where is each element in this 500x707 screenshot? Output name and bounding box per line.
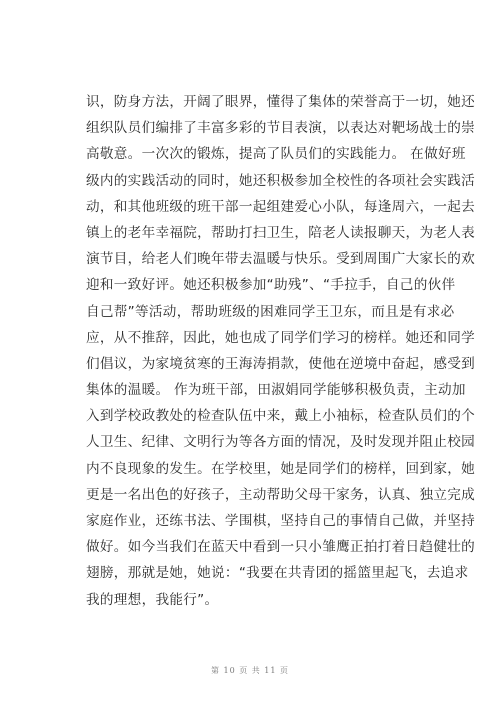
text-line: 动，和其他班级的班干部一起组建爱心小队，每逢周六，一起去 [86,198,476,215]
text-line: 镇上的老年幸福院，帮助打扫卫生，陪老人读报聊天，为老人表 [86,224,476,241]
text-line: 识，防身方法，开阔了眼界，懂得了集体的荣誉高于一切，她还 [86,94,476,110]
text-line: 们倡议，为家境贫寒的王海涛捐款，使他在逆境中奋起，感受到 [86,355,476,372]
text-line: 翅膀，那就是她，她说：“我要在共青团的摇篮里起飞，去追求 [86,565,469,582]
page-number-footer: 第 10 页 共 11 页 [210,666,290,675]
text-line: 入到学校政教处的检查队伍中来，戴上小袖标，检查队员们的个 [86,408,476,425]
text-line: 高敬意。一次次的锻炼，提高了队员们的实践能力。 在做好班 [86,146,466,163]
text-line: 组织队员们编排了丰富多彩的节目表演，以表达对靶场战士的崇 [86,120,476,137]
text-line: 应，从不推辞，因此，她也成了同学们学习的榜样。她还和同学 [86,329,476,346]
text-line: 级内的实践活动的同时，她还积极参加全校性的各项社会实践活 [86,172,476,189]
text-line: 演节目，给老人们晚年带去温暖与快乐。受到周围广大家长的欢 [86,251,476,268]
text-line: 人卫生、纪律、文明行为等各方面的情况，及时发现并阻止校园 [86,434,476,451]
text-line: 自己帮”等活动，帮助班级的困难同学王卫东，而且是有求必 [86,303,455,320]
text-line: 迎和一致好评。她还积极参加“助残”、“手拉手，自己的伙伴 [86,277,456,294]
body-text [86,89,476,613]
text-line: 集体的温暖。 作为班干部，田淑娟同学能够积极负责，主动加 [86,382,466,399]
text-line: 家庭作业，还练书法、学围棋，坚持自己的事情自己做，并坚持 [86,513,476,529]
text-line: 做好。如今当我们在蓝天中看到一只小雏鹰正拍打着日趋健壮的 [86,539,476,556]
text-line: 更是一名出色的好孩子，主动帮助父母干家务，认真、独立完成 [86,486,476,503]
text-line: 内不良现象的发生。在学校里，她是同学们的榜样，回到家，她 [86,460,476,477]
text-line: 我的理想，我能行”。 [86,591,219,608]
